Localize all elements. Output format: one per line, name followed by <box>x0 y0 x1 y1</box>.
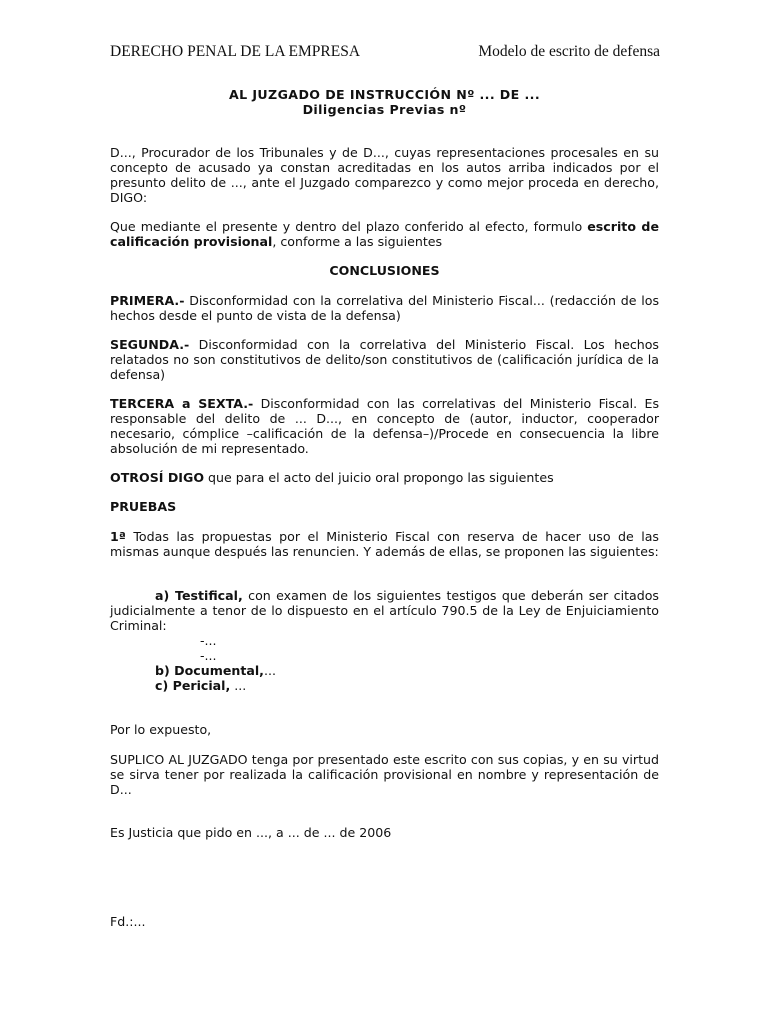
statement-text-before: Que mediante el presente y dentro del plazo conferido al efecto, formulo <box>110 219 588 234</box>
statement-paragraph <box>110 219 659 249</box>
pericial-text: ... <box>230 678 247 693</box>
documental-text: ... <box>263 663 276 678</box>
pruebas-heading: PRUEBAS <box>110 499 177 514</box>
signature-line: Fd.:... <box>110 914 146 929</box>
conclusion-label: TERCERA a SEXTA.- <box>110 396 254 411</box>
pericial-item <box>155 678 246 693</box>
conclusion-text: Disconformidad con la correlativa del Ministerio Fiscal... (redacción de los hechos desde el punto de vista de la defensa) <box>110 293 659 323</box>
court-heading: AL JUZGADO DE INSTRUCCIÓN Nº ... DE ... <box>228 87 541 102</box>
conclusion-text: Disconformidad con las correlativas del Ministerio Fiscal. Es responsable del delito de ... D..., en concepto de (autor, inductor, cooperador necesario, cómplice –calificación de la defensa–)/Procede en consecuencia la libre absolución de mi representado. <box>110 396 659 456</box>
otrosi-label: OTROSÍ DIGO <box>110 470 205 485</box>
conclusion-label: SEGUNDA.- <box>110 337 190 352</box>
prueba-1-paragraph <box>110 529 659 559</box>
witness-entry: -... <box>200 633 217 648</box>
conclusion-tercera-sexta <box>110 396 659 456</box>
documental-item <box>155 663 276 678</box>
testifical-continuation: judicialmente a tenor de lo dispuesto en el artículo 790.5 de la Ley de Enjuiciamiento Criminal: <box>110 603 659 633</box>
otrosi-paragraph <box>110 470 659 485</box>
witness-entry: -... <box>200 648 217 663</box>
conclusion-primera <box>110 293 659 323</box>
testifical-first-line: con examen de los siguientes testigos que deberán ser citados <box>242 588 659 603</box>
prueba-text: Todas las propuestas por el Ministerio Fiscal con reserva de hacer uso de las mismas aunque después las renuncien. Y además de ellas, se proponen las siguientes: <box>110 529 659 559</box>
case-reference: Diligencias Previas nº <box>302 102 467 117</box>
statement-text-after: , conforme a las siguientes <box>272 234 443 249</box>
documental-label: b) Documental, <box>155 663 264 678</box>
pericial-label: c) Pericial, <box>155 678 231 693</box>
conclusiones-heading: CONCLUSIONES <box>329 263 440 278</box>
otrosi-text: que para el acto del juicio oral propongo las siguientes <box>204 470 554 485</box>
conclusion-label: PRIMERA.- <box>110 293 185 308</box>
por-lo-expuesto: Por lo expuesto, <box>110 722 212 737</box>
statement-bold: escrito de calificación provisional <box>110 219 659 249</box>
header-left-title: DERECHO PENAL DE LA EMPRESA <box>110 43 361 60</box>
testifical-label: a) Testifical, <box>155 588 243 603</box>
closing-line: Es Justicia que pido en ..., a ... de ... de 2006 <box>110 825 392 840</box>
testifical-paragraph <box>110 588 659 633</box>
conclusion-segunda <box>110 337 659 382</box>
prueba-label: 1ª <box>110 529 126 544</box>
page-header <box>110 42 660 62</box>
suplico-paragraph: SUPLICO AL JUZGADO tenga por presentado este escrito con sus copias, y en su virtud se sirva tener por realizada la calificación provisional en nombre y representación de D... <box>110 752 659 797</box>
conclusion-text: Disconformidad con la correlativa del Ministerio Fiscal. Los hechos relatados no son constitutivos de delito/son constitutivos de (calificación jurídica de la defensa) <box>110 337 659 382</box>
header-right-title: Modelo de escrito de defensa <box>478 43 660 60</box>
intro-paragraph: D..., Procurador de los Tribunales y de D..., cuyas representaciones procesales en su concepto de acusado ya constan acreditadas en los autos arriba indicados por el presunto delito de ..., ante el Juzgado comparezco y como mejor proceda en derecho, DIGO: <box>110 145 659 205</box>
